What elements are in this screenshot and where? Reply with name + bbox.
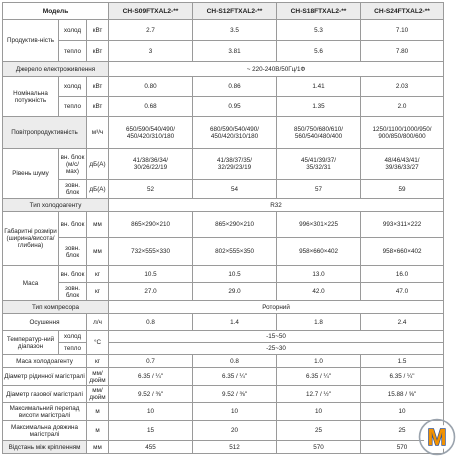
model-1-header: CH-S09FTXAL2-** — [109, 3, 193, 20]
mode-label: холод — [59, 20, 87, 41]
value-cell: 0.8 — [193, 355, 277, 368]
value-cell: 45/41/39/37/ 35/32/31 — [277, 149, 361, 180]
row-label: Тип холодоагенту — [3, 199, 109, 212]
unit-label: кВт — [87, 20, 109, 41]
value-cell: 1.41 — [277, 77, 361, 97]
unit-type-label: зовн. блок — [59, 283, 87, 301]
model-2-header: CH-S12FTXAL2-** — [193, 3, 277, 20]
value-cell: 42.0 — [277, 283, 361, 301]
value-cell: 10 — [193, 403, 277, 421]
value-cell: 25 — [277, 421, 361, 441]
row-label: Тип компресора — [3, 301, 109, 314]
mode-label: тепло — [59, 41, 87, 62]
row-label: Діаметр рідинної магістралі — [3, 368, 87, 386]
table-row — [3, 149, 444, 180]
table-row — [3, 20, 444, 41]
unit-label: м — [87, 421, 109, 441]
table-row — [3, 77, 444, 97]
table-row — [3, 368, 444, 386]
unit-type-label: зовн. блок — [59, 180, 87, 199]
value-cell: 0.8 — [109, 314, 193, 331]
row-label: Діаметр газової магістралі — [3, 386, 87, 403]
value-cell: 25 — [361, 421, 444, 441]
value-cell: 54 — [193, 180, 277, 199]
unit-label: °C — [87, 331, 109, 355]
value-cell: 1.5 — [361, 355, 444, 368]
table-row — [3, 180, 444, 199]
row-label: Номінальна потужність — [3, 77, 59, 117]
row-label: Температур-ний діапазон — [3, 331, 59, 355]
table-row — [3, 314, 444, 331]
value-cell: 6.35 / ¼" — [361, 368, 444, 386]
unit-label: мм — [87, 441, 109, 454]
value-cell: 9.52 / ⅜" — [109, 386, 193, 403]
table-row — [3, 355, 444, 368]
value-cell: 10.5 — [193, 266, 277, 283]
table-row — [3, 343, 444, 355]
value-cell: 10 — [361, 403, 444, 421]
unit-label: л/ч — [87, 314, 109, 331]
value-cell: 10.5 — [109, 266, 193, 283]
value-cell: Роторний — [109, 301, 444, 314]
value-cell: 27.0 — [109, 283, 193, 301]
table-row — [3, 41, 444, 62]
value-cell: 10 — [277, 403, 361, 421]
value-cell: 865×290×210 — [109, 212, 193, 238]
value-cell: 59 — [361, 180, 444, 199]
value-cell: 3 — [109, 41, 193, 62]
row-label: Маса — [3, 266, 59, 301]
value-cell: 12.7 / ½" — [277, 386, 361, 403]
value-cell: 570 — [277, 441, 361, 454]
row-label: Повітропродуктивність — [3, 117, 87, 149]
unit-type-label: вн. блок (м/с/ мах) — [59, 149, 87, 180]
mode-label: тепло — [59, 343, 87, 355]
value-cell: 15.88 / ⅝" — [361, 386, 444, 403]
value-cell: R32 — [109, 199, 444, 212]
row-label: Маса холодоагенту — [3, 355, 87, 368]
value-cell: 16.0 — [361, 266, 444, 283]
value-cell: 1.0 — [277, 355, 361, 368]
unit-label: дБ(А) — [87, 180, 109, 199]
value-cell: 850/750/680/610/ 560/540/480/400 — [277, 117, 361, 149]
unit-label: мм — [87, 212, 109, 238]
row-label: Осушення — [3, 314, 87, 331]
value-cell: 455 — [109, 441, 193, 454]
unit-label: кг — [87, 283, 109, 301]
unit-label: м — [87, 403, 109, 421]
value-cell: 0.7 — [109, 355, 193, 368]
table-row — [3, 283, 444, 301]
value-cell: 10 — [109, 403, 193, 421]
table-row — [3, 266, 444, 283]
value-cell: 41/38/37/35/ 32/29/23/19 — [193, 149, 277, 180]
value-cell: 47.0 — [361, 283, 444, 301]
value-cell: 512 — [193, 441, 277, 454]
value-cell: 0.80 — [109, 77, 193, 97]
value-cell: 0.68 — [109, 97, 193, 117]
value-cell: 732×555×330 — [109, 238, 193, 266]
unit-label: кВт — [87, 41, 109, 62]
unit-type-label: вн. блок — [59, 212, 87, 238]
table-row — [3, 301, 444, 314]
table-row — [3, 331, 444, 343]
value-cell: 993×311×222 — [361, 212, 444, 238]
row-label: Максимальна довжина магістралі — [3, 421, 87, 441]
row-label: Максимальний перепад висоти магістралі — [3, 403, 87, 421]
specifications-table — [2, 2, 447, 454]
unit-label: м³/ч — [87, 117, 109, 149]
value-cell: 7.80 — [361, 41, 444, 62]
value-cell: 1.4 — [193, 314, 277, 331]
unit-label: кВт — [87, 97, 109, 117]
value-cell: 2.7 — [109, 20, 193, 41]
logo-letter: M — [427, 424, 447, 450]
value-cell: 2.0 — [361, 97, 444, 117]
value-cell: 6.35 / ¼" — [277, 368, 361, 386]
model-header: Модель — [3, 3, 109, 20]
value-cell: 570 — [361, 441, 444, 454]
value-cell: 996×301×225 — [277, 212, 361, 238]
value-cell: ~ 220-240В/50Гц/1Ф — [109, 62, 444, 77]
value-cell: -15~50 — [109, 331, 444, 343]
value-cell: 48/46/43/41/ 39/36/33/27 — [361, 149, 444, 180]
model-3-header: CH-S18FTXAL2-** — [277, 3, 361, 20]
value-cell: 865×290×210 — [193, 212, 277, 238]
row-label: Продуктив-ність — [3, 20, 59, 62]
value-cell: 1250/1100/1000/950/ 900/850/800/600 — [361, 117, 444, 149]
value-cell: 1.8 — [277, 314, 361, 331]
row-label: Рівень шуму — [3, 149, 59, 199]
table-row — [3, 441, 444, 454]
unit-type-label: вн. блок — [59, 266, 87, 283]
table-row — [3, 238, 444, 266]
value-cell: -25~30 — [109, 343, 444, 355]
value-cell: 958×660×402 — [277, 238, 361, 266]
table-row — [3, 62, 444, 77]
value-cell: 1.35 — [277, 97, 361, 117]
value-cell: 57 — [277, 180, 361, 199]
row-label: Відстань між кріпленням — [3, 441, 87, 454]
value-cell: 15 — [109, 421, 193, 441]
value-cell: 2.4 — [361, 314, 444, 331]
value-cell: 6.35 / ¼" — [193, 368, 277, 386]
unit-label: мм — [87, 238, 109, 266]
value-cell: 20 — [193, 421, 277, 441]
table-row — [3, 212, 444, 238]
table-row — [3, 97, 444, 117]
unit-label: дБ(А) — [87, 149, 109, 180]
mode-label: тепло — [59, 97, 87, 117]
value-cell: 0.95 — [193, 97, 277, 117]
value-cell: 9.52 / ⅜" — [193, 386, 277, 403]
unit-label: кг — [87, 266, 109, 283]
value-cell: 2.03 — [361, 77, 444, 97]
value-cell: 13.0 — [277, 266, 361, 283]
row-label: Габаритні розміри (ширина/висота/глибина) — [3, 212, 59, 266]
table-row — [3, 199, 444, 212]
mode-label: холод — [59, 331, 87, 343]
table-row — [3, 386, 444, 403]
value-cell: 3.5 — [193, 20, 277, 41]
value-cell: 5.6 — [277, 41, 361, 62]
value-cell: 6.35 / ¼" — [109, 368, 193, 386]
unit-label: кВт — [87, 77, 109, 97]
value-cell: 958×660×402 — [361, 238, 444, 266]
value-cell: 29.0 — [193, 283, 277, 301]
value-cell: 3.81 — [193, 41, 277, 62]
value-cell: 7.10 — [361, 20, 444, 41]
mode-label: холод — [59, 77, 87, 97]
table-header-row — [3, 3, 444, 20]
value-cell: 650/590/540/490/ 450/420/310/180 — [109, 117, 193, 149]
brand-logo — [418, 418, 456, 456]
model-4-header: CH-S24FTXAL2-** — [361, 3, 444, 20]
value-cell: 5.3 — [277, 20, 361, 41]
value-cell: 802×555×350 — [193, 238, 277, 266]
table-row — [3, 403, 444, 421]
table-row — [3, 117, 444, 149]
value-cell: 680/590/540/490/ 450/420/310/180 — [193, 117, 277, 149]
row-label: Джерело електроживлення — [3, 62, 109, 77]
unit-label: мм/ дюйм — [87, 368, 109, 386]
unit-type-label: зовн. блок — [59, 238, 87, 266]
unit-label: кг — [87, 355, 109, 368]
unit-label: мм/ дюйм — [87, 386, 109, 403]
value-cell: 52 — [109, 180, 193, 199]
value-cell: 0.86 — [193, 77, 277, 97]
table-row — [3, 421, 444, 441]
value-cell: 41/38/36/34/ 30/26/22/19 — [109, 149, 193, 180]
